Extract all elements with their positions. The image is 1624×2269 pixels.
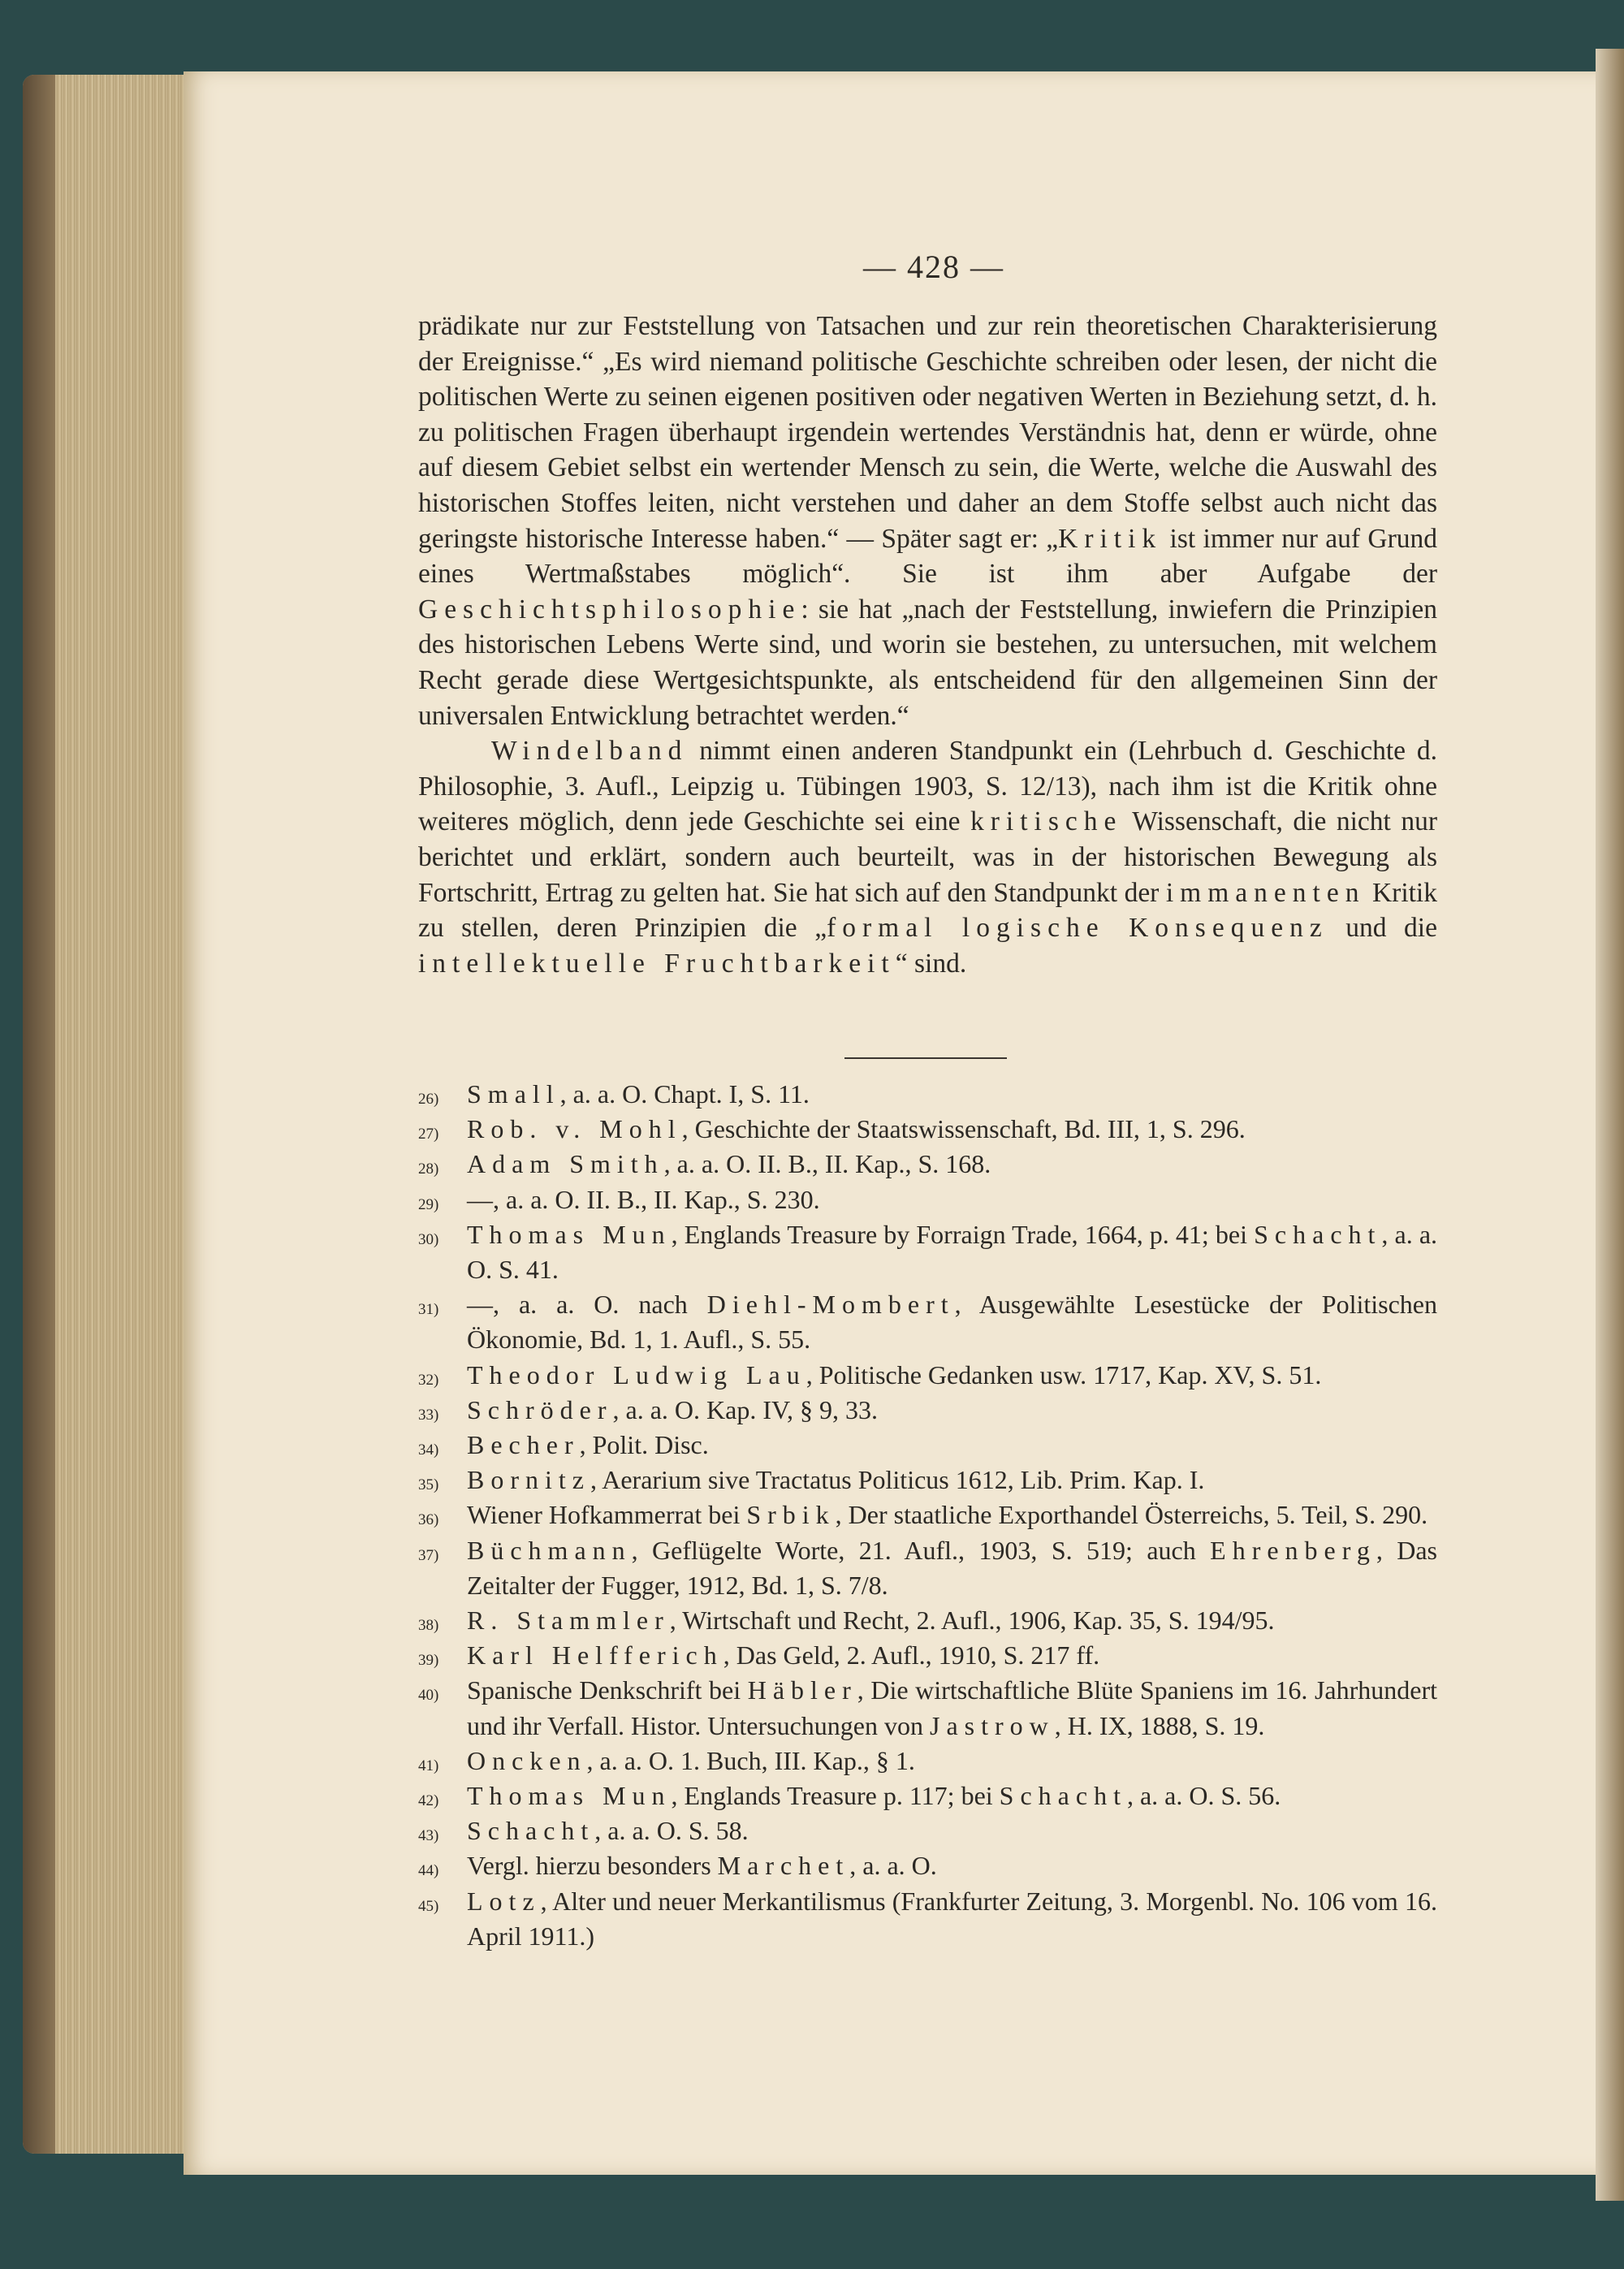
spaced-emphasis: Lotz	[467, 1886, 541, 1916]
footnote-number: 36)	[418, 1511, 439, 1529]
footnote-number: 37)	[418, 1546, 439, 1564]
footnote	[418, 1182, 1437, 1217]
footnote-number: 32)	[418, 1371, 439, 1389]
text-run: , a. a. O. S. 58.	[594, 1816, 749, 1846]
text-run: : sie hat „nach der Feststellung, inwiefern die Prinzipien des historischen Lebens Werte sind, und worin sie bestehen, zu untersuchen, mit welchem Recht gerade diese Wertgesichtspunkte, als entscheidend für den allgemeinen Sinn der universalen Entwicklung betrachtet werden.“	[418, 594, 1437, 731]
footnote	[418, 1603, 1437, 1638]
spaced-emphasis: Schacht	[467, 1816, 595, 1846]
footnote	[418, 1638, 1437, 1673]
text-run: —, a. a. O. II. B., II. Kap., S. 230.	[467, 1184, 820, 1214]
footnote-number: 44)	[418, 1862, 439, 1880]
text-run: , Aerarium sive Tractatus Politicus 1612, Lib. Prim. Kap. I.	[590, 1465, 1205, 1495]
footnote-number: 35)	[418, 1476, 439, 1494]
footnote-number: 42)	[418, 1792, 439, 1810]
footnote	[418, 1778, 1437, 1813]
book-spine-shadow	[1596, 49, 1624, 2201]
text-run: , a. a. O. S. 41.	[467, 1219, 1438, 1285]
text-run: , a. a. O. Kap. IV, § 9, 33.	[612, 1394, 878, 1424]
text-run: “ sind.	[895, 948, 967, 979]
footnote	[418, 1428, 1437, 1463]
footnote-number: 38)	[418, 1617, 439, 1635]
text-run: , a. a. O. Chapt. I, S. 11.	[559, 1079, 810, 1109]
paragraph	[418, 309, 1437, 733]
spaced-emphasis: Adam Smith	[467, 1149, 664, 1179]
text-run: ist immer nur auf Grund eines Wertmaßstabes möglich“. Sie ist ihm aber Aufgabe der	[418, 523, 1437, 590]
text-run: , Englands Treasure by Forraign Trade, 1664, p. 41; bei	[671, 1219, 1255, 1249]
spaced-emphasis: Ehrenberg	[1210, 1535, 1376, 1565]
footnote	[418, 1077, 1437, 1112]
footnote-number: 41)	[418, 1757, 439, 1774]
body-text	[418, 309, 1437, 981]
spaced-emphasis: R. Stammler	[467, 1606, 670, 1636]
spaced-emphasis: Kritik	[1058, 523, 1163, 554]
text-run: , Geschichte der Staatswissenschaft, Bd. III, 1, S. 296.	[681, 1114, 1246, 1144]
spaced-emphasis: kritische	[970, 806, 1123, 837]
spaced-emphasis: Geschichtsphilosophie	[418, 594, 801, 625]
footnote-number: 43)	[418, 1827, 439, 1845]
text-run: , a. a. O. 1. Buch, III. Kap., § 1.	[586, 1745, 915, 1775]
text-run: prädikate nur zur Feststellung von Tatsachen und zur rein theoretischen Charakterisierung der Ereignisse.“ „Es wird niemand politische Geschichte schreiben oder lesen, der nicht die politischen Werte zu seinen eigenen positiven oder negativen Werten in Beziehung setzt, d. h. zu politischen Fragen überhaupt irgendein wertendes Verständnis hat, denn er würde, ohne auf diesem Gebiet selbst ein wertender Mensch zu sein, die Werte, welche die Auswahl des historischen Stoffes leiten, nicht verstehen und daher an dem Stoffe selbst auch nicht das geringste historische Interesse haben.“ — Später sagt er: „	[418, 311, 1437, 554]
text-run: , a. a. O. S. 56.	[1126, 1781, 1281, 1811]
spaced-emphasis: Srbik	[746, 1500, 836, 1530]
footnote	[418, 1498, 1437, 1532]
footnote-divider	[844, 1057, 1007, 1059]
footnote-number: 27)	[418, 1126, 439, 1143]
footnote-number: 34)	[418, 1441, 439, 1459]
spaced-emphasis: Small	[467, 1079, 560, 1109]
spaced-emphasis: Schröder	[467, 1394, 613, 1424]
footnote	[418, 1884, 1437, 1954]
footnote	[418, 1744, 1437, 1778]
footnote-number: 31)	[418, 1301, 439, 1319]
text-run: —, a. a. O. nach	[467, 1290, 707, 1320]
footnote-number: 33)	[418, 1406, 439, 1424]
footnote	[418, 1147, 1437, 1182]
text-run: , Wirtschaft und Recht, 2. Aufl., 1906, Kap. 35, S. 194/95.	[669, 1606, 1275, 1636]
spaced-emphasis: Karl Helfferich	[467, 1640, 723, 1670]
page-number: — 428 —	[863, 249, 1004, 285]
text-run: , a. a. O. II. B., II. Kap., S. 168.	[663, 1149, 991, 1179]
text-run: Wiener Hofkammerrat bei	[467, 1500, 747, 1530]
spaced-emphasis: formal logische Konsequenz	[827, 913, 1328, 944]
spaced-emphasis: Rob. v. Mohl	[467, 1114, 682, 1144]
footnote	[418, 1112, 1437, 1147]
footnote-number: 40)	[418, 1687, 439, 1705]
spaced-emphasis: Windelband	[491, 736, 689, 767]
footnote-number: 39)	[418, 1652, 439, 1670]
text-run: , Die wirtschaftliche Blüte Spaniens im 16. Jahrhundert und ihr Verfall. Histor. Untersuchungen von	[467, 1675, 1438, 1740]
spaced-emphasis: Oncken	[467, 1745, 587, 1775]
text-run: Spanische Denkschrift bei	[467, 1675, 748, 1705]
text-run: , Der staatliche Exporthandel Österreichs, 5. Teil, S. 290.	[835, 1500, 1428, 1530]
text-run: , Alter und neuer Merkantilismus (Frankfurter Zeitung, 3. Morgenbl. No. 106 vom 16. April 1911.)	[467, 1886, 1437, 1951]
text-run: Kritik zu stellen, deren Prinzipien die „	[418, 877, 1437, 944]
footnote-number: 30)	[418, 1230, 439, 1248]
footnote	[418, 1217, 1437, 1287]
text-run: , Das Zeitalter der Fugger, 1912, Bd. 1, S. 7/8.	[467, 1535, 1437, 1600]
spaced-emphasis: immanenten	[1165, 877, 1366, 908]
footnote-number: 45)	[418, 1897, 439, 1915]
book-cover-edge	[23, 75, 55, 2154]
text-run: nimmt einen anderen Standpunkt ein (Lehrbuch d. Geschichte d. Philosophie, 3. Aufl., Leipzig u. Tübingen 1903, S. 12/13), nach ihm ist die Kritik ohne weiteres möglich, denn jede Geschichte sei eine	[418, 736, 1437, 837]
footnote	[418, 1673, 1437, 1743]
text-run: , Politische Gedanken usw. 1717, Kap. XV, S. 51.	[806, 1359, 1322, 1389]
text-run: Vergl. hierzu besonders	[467, 1851, 718, 1881]
spaced-emphasis: Thomas Mun	[467, 1219, 672, 1249]
text-run: , Geflügelte Worte, 21. Aufl., 1903, S. 519; auch	[631, 1535, 1211, 1565]
text-run: , Polit. Disc.	[579, 1430, 709, 1460]
spaced-emphasis: Bornitz	[467, 1465, 590, 1495]
spaced-emphasis: Theodor Ludwig Lau	[467, 1359, 806, 1389]
text-run: und die	[1328, 913, 1437, 944]
spaced-emphasis: intellektuelle Fruchtbarkeit	[418, 948, 896, 979]
text-run: Wissenschaft, die nicht nur berichtet und erklärt, sondern auch beurteilt, was in der historischen Bewegung als Fortschritt, Ertrag zu gelten hat. Sie hat sich auf den Standpunkt der	[418, 806, 1437, 908]
text-run: , Englands Treasure p. 117; bei	[671, 1781, 1000, 1811]
spaced-emphasis: Thomas Mun	[467, 1781, 672, 1811]
footnotes	[418, 1077, 1437, 1954]
footnote	[418, 1463, 1437, 1498]
spaced-emphasis: Diehl-Mombert	[706, 1290, 955, 1320]
text-run: , Ausgewählte Lesestücke der Politischen Ökonomie, Bd. 1, 1. Aufl., S. 55.	[467, 1290, 1438, 1355]
spaced-emphasis: Jastrow	[929, 1710, 1055, 1740]
spaced-emphasis: Häbler	[747, 1675, 857, 1705]
footnote-number: 29)	[418, 1195, 439, 1213]
spaced-emphasis: Büchmann	[467, 1535, 632, 1565]
footnote	[418, 1358, 1437, 1393]
footnote-number: 28)	[418, 1160, 439, 1178]
text-run: , H. IX, 1888, S. 19.	[1054, 1710, 1265, 1740]
paragraph	[418, 733, 1437, 981]
footnote	[418, 1287, 1437, 1357]
text-run: , Das Geld, 2. Aufl., 1910, S. 217 ff.	[723, 1640, 1100, 1670]
spaced-emphasis: Marchet	[717, 1851, 850, 1881]
footnote-number: 26)	[418, 1091, 439, 1108]
footnote	[418, 1393, 1437, 1428]
footnote	[418, 1848, 1437, 1883]
spaced-emphasis: Schacht	[1254, 1219, 1382, 1249]
spaced-emphasis: Becher	[467, 1430, 580, 1460]
spaced-emphasis: Schacht	[999, 1781, 1127, 1811]
footnote	[418, 1813, 1437, 1848]
text-run: , a. a. O.	[849, 1851, 937, 1881]
footnote	[418, 1533, 1437, 1603]
